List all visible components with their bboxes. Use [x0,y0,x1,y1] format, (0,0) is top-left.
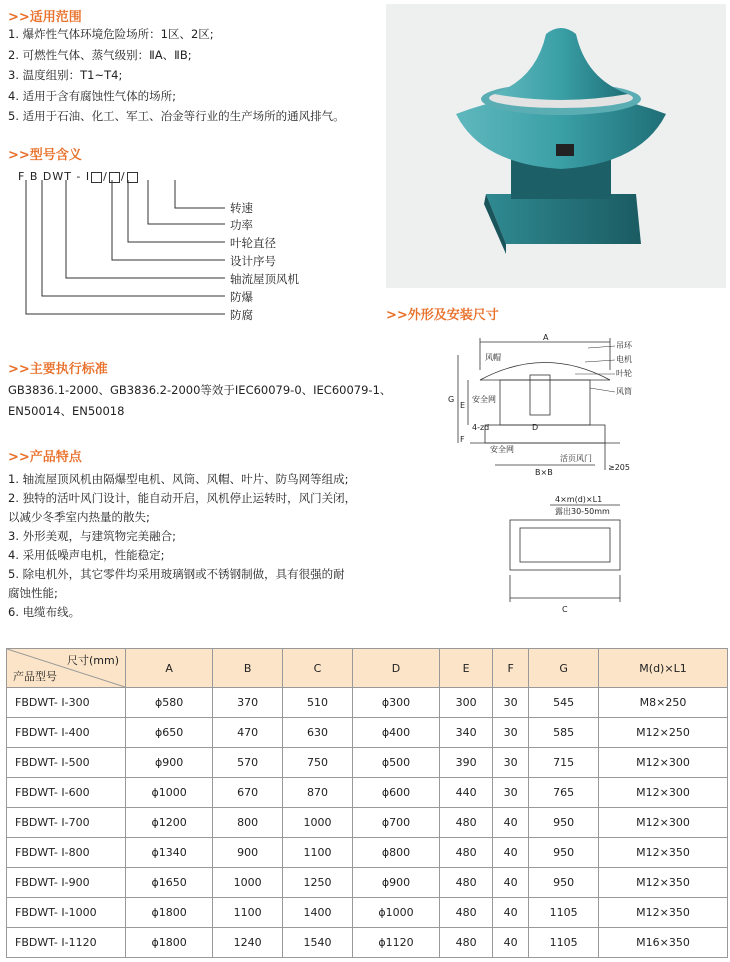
table-cell: M16×350 [599,928,728,958]
model-label-explosion-proof: 防爆 [230,290,253,304]
table-cell: ϕ400 [352,718,439,748]
dim-holes: 4-zd [472,423,490,432]
model-label-impeller: 叶轮直径 [230,236,276,250]
model-label-speed: 转速 [230,201,253,215]
model-label-fan-type: 轴流屋顶风机 [230,272,299,286]
table-cell: ϕ600 [352,778,439,808]
table-cell: 800 [213,808,283,838]
list-item: 5. 适用于石油、化工、军工、冶金等行业的生产场所的通风排气。 [8,109,345,123]
standard-text [8,380,391,421]
table-cell: 40 [493,868,529,898]
list-item: 1. 爆炸性气体环境危险场所：1区、2区; [8,27,214,41]
table-cell: 750 [283,748,353,778]
table-cell: 440 [440,778,493,808]
table-cell: 40 [493,838,529,868]
table-cell: ϕ1800 [126,898,213,928]
model-cell: FBDWT- Ⅰ-1000 [7,898,126,928]
dimension-drawing [440,330,670,630]
table-cell: ϕ1200 [126,808,213,838]
table-cell: 480 [440,928,493,958]
column-header: D [352,649,439,688]
table-cell: M12×350 [599,898,728,928]
dim-c: C [562,605,568,614]
section-model-title: >>型号含义 [8,148,82,163]
column-header: F [493,649,529,688]
table-cell: 715 [529,748,599,778]
model-label-anticorrosion: 防腐 [230,308,253,322]
table-cell: ϕ1000 [126,778,213,808]
model-bracket-lines [0,180,240,320]
standard-line: GB3836.1-2000、GB3836.2-2000等效于IEC60079-0、IEC60079-1、 [8,383,392,397]
table-cell: 300 [440,688,493,718]
dim-bxb: B×B [535,468,553,477]
table-cell: 370 [213,688,283,718]
table-cell: 950 [529,868,599,898]
table-cell: ϕ1340 [126,838,213,868]
table-row [7,928,728,958]
features-list [8,470,356,622]
dim-bolt: 4×m(d)×L1 [555,495,603,504]
column-header: E [440,649,493,688]
table-cell: M12×350 [599,838,728,868]
model-cell: FBDWT- Ⅰ-1120 [7,928,126,958]
column-header: A [126,649,213,688]
table-cell: 1105 [529,898,599,928]
dim-guard-2: 安全网 [490,445,514,454]
table-cell: ϕ800 [352,838,439,868]
table-cell: ϕ300 [352,688,439,718]
table-cell: 340 [440,718,493,748]
table-cell: M12×300 [599,778,728,808]
list-item: 1. 轴流屋顶风机由隔爆型电机、风筒、风帽、叶片、防鸟网等组成; [8,472,349,486]
list-item: 腐蚀性能; [8,586,58,600]
table-cell: 480 [440,838,493,868]
dim-guard: 安全网 [472,395,496,404]
code-sep: / [103,170,108,183]
list-item: 3. 外形美观，与建筑物完美融合; [8,529,177,543]
table-cell: 1250 [283,868,353,898]
table-row [7,748,728,778]
table-cell: 1000 [213,868,283,898]
dim-d: D [532,423,539,432]
column-header: G [529,649,599,688]
table-cell: 40 [493,808,529,838]
table-cell: ϕ900 [126,748,213,778]
table-cell: ϕ1800 [126,928,213,958]
dim-flap: 活页风门 [560,454,592,463]
table-cell: 670 [213,778,283,808]
table-cell: 950 [529,808,599,838]
table-cell: 480 [440,808,493,838]
column-header: C [283,649,353,688]
model-code-prefix: F B DWT - Ⅰ [18,170,91,183]
table-row [7,838,728,868]
dim-g: G [448,395,455,404]
scope-list [8,24,345,127]
table-row [7,808,728,838]
table-cell: ϕ580 [126,688,213,718]
list-item: 以减少冬季室内热量的散失; [8,510,150,524]
corner-top-label: 尺寸(mm) [66,654,119,667]
table-cell: 30 [493,778,529,808]
section-features-title: >>产品特点 [8,450,82,465]
table-cell: 40 [493,928,529,958]
table-cell: M8×250 [599,688,728,718]
dim-duct: 风筒 [616,387,632,396]
table-row [7,898,728,928]
dim-205: ≥205 [608,463,630,472]
table-cell: 30 [493,748,529,778]
list-item: 2. 独特的活叶风门设计，能自动开启，风机停止运转时，风门关闭， [8,491,357,505]
corner-bottom-label: 产品型号 [13,670,57,683]
table-cell: 765 [529,778,599,808]
section-dims-title: >>外形及安装尺寸 [386,308,499,323]
model-cell: FBDWT- Ⅰ-800 [7,838,126,868]
section-standard-title: >>主要执行标准 [8,362,108,377]
model-cell: FBDWT- Ⅰ-700 [7,808,126,838]
dim-expose: 露出30-50mm [555,507,610,516]
table-cell: ϕ500 [352,748,439,778]
model-cell: FBDWT- Ⅰ-600 [7,778,126,808]
table-cell: M12×300 [599,748,728,778]
table-row [7,718,728,748]
column-header: B [213,649,283,688]
table-cell: 1400 [283,898,353,928]
product-photo [386,4,726,288]
table-cell: 30 [493,718,529,748]
list-item: 2. 可燃性气体、蒸气级别：ⅡA、ⅡB; [8,47,192,62]
table-cell: M12×350 [599,868,728,898]
model-cell: FBDWT- Ⅰ-300 [7,688,126,718]
section-scope-title: >>适用范围 [8,10,82,25]
table-cell: 950 [529,838,599,868]
table-cell: 390 [440,748,493,778]
list-item: 4. 采用低噪声电机，性能稳定; [8,548,165,562]
table-cell: 585 [529,718,599,748]
table-row [7,688,728,718]
table-row [7,868,728,898]
table-cell: ϕ700 [352,808,439,838]
list-item: 5. 除电机外，其它零件均采用玻璃钢或不锈钢制做，具有很强的耐 [8,567,345,581]
table-cell: 40 [493,898,529,928]
table-cell: ϕ1650 [126,868,213,898]
table-cell: 1540 [283,928,353,958]
table-corner-header [7,649,126,688]
list-item: 6. 电缆布线。 [8,605,81,619]
dim-motor: 电机 [616,355,632,364]
table-cell: 510 [283,688,353,718]
table-cell: ϕ1000 [352,898,439,928]
table-cell: 1100 [283,838,353,868]
table-cell: ϕ900 [352,868,439,898]
dim-blade: 叶轮 [616,369,632,378]
dim-e: E [460,401,466,410]
table-cell: 1240 [213,928,283,958]
list-item: 4. 适用于含有腐蚀性气体的场所; [8,88,177,103]
table-cell: 480 [440,868,493,898]
table-cell: 1105 [529,928,599,958]
table-cell: 1100 [213,898,283,928]
standard-line: EN50014、EN50018 [8,403,125,418]
dim-cap: 风帽 [485,353,501,362]
table-cell: 1000 [283,808,353,838]
table-cell: 870 [283,778,353,808]
table-cell: 570 [213,748,283,778]
dim-a: A [543,333,549,342]
model-label-design-no: 设计序号 [230,254,276,268]
list-item: 3. 温度组别：T1~T4; [8,68,123,82]
dim-f: F [460,435,465,444]
dim-ring: 吊环 [616,341,632,350]
table-cell: 630 [283,718,353,748]
model-label-power: 功率 [230,218,253,232]
column-header: M(d)×L1 [599,649,728,688]
table-cell: 480 [440,898,493,928]
table-cell: ϕ1120 [352,928,439,958]
table-cell: 545 [529,688,599,718]
table-cell: M12×300 [599,808,728,838]
table-cell: ϕ650 [126,718,213,748]
table-cell: M12×250 [599,718,728,748]
table-row [7,778,728,808]
spec-table [6,648,728,958]
table-cell: 900 [213,838,283,868]
table-cell: 30 [493,688,529,718]
model-cell: FBDWT- Ⅰ-900 [7,868,126,898]
code-sep: / [120,170,126,183]
model-cell: FBDWT- Ⅰ-500 [7,748,126,778]
model-cell: FBDWT- Ⅰ-400 [7,718,126,748]
table-cell: 470 [213,718,283,748]
